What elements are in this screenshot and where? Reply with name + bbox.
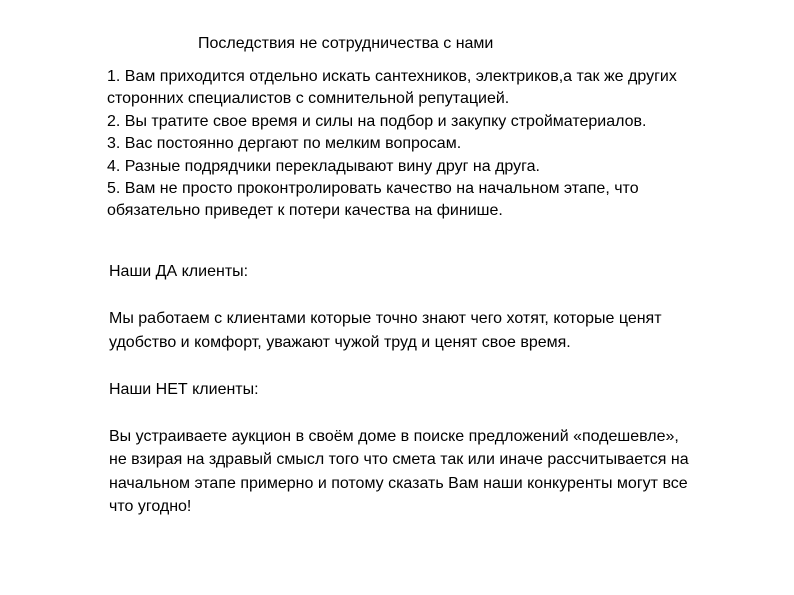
page-title: Последствия не сотрудничества с нами [198, 35, 494, 52]
yes-clients-text: Мы работаем с клиентами которые точно знают чего хотят, которые ценят удобство и комфорт, уважают чужой труд и ценят свое время. [109, 310, 662, 351]
consequence-item-1: 1. Вам приходится отдельно искать сантехников, электриков,а так же других сторонних специалистов с сомнительной репутацией. [107, 68, 677, 108]
consequence-item-4: 4. Разные подрядчики перекладывают вину друг на друга. [107, 157, 540, 175]
consequences-list [107, 66, 687, 223]
consequence-item-5: 5. Вам не просто проконтролировать качество на начальном этапе, что обязательно приведет к потери качества на финише. [107, 180, 639, 220]
spacer [109, 401, 689, 425]
consequence-item-3: 3. Вас постоянно дергают по мелким вопросам. [107, 135, 462, 153]
yes-clients-heading: Наши ДА клиенты: [109, 263, 249, 280]
clients-section [109, 260, 689, 519]
spacer [109, 354, 689, 378]
spacer [109, 284, 689, 308]
consequence-item-2: 2. Вы тратите свое время и силы на подбор и закупку стройматериалов. [107, 112, 647, 130]
no-clients-text: Вы устраиваете аукцион в своём доме в поиске предложений «подешевле», не взирая на здравый смысл того что смета так или иначе рассчитывается на начальном этапе примерно и потому сказать Вам наши конкуренты могут все что угодно! [109, 427, 689, 515]
no-clients-heading: Наши НЕТ клиенты: [109, 380, 259, 398]
